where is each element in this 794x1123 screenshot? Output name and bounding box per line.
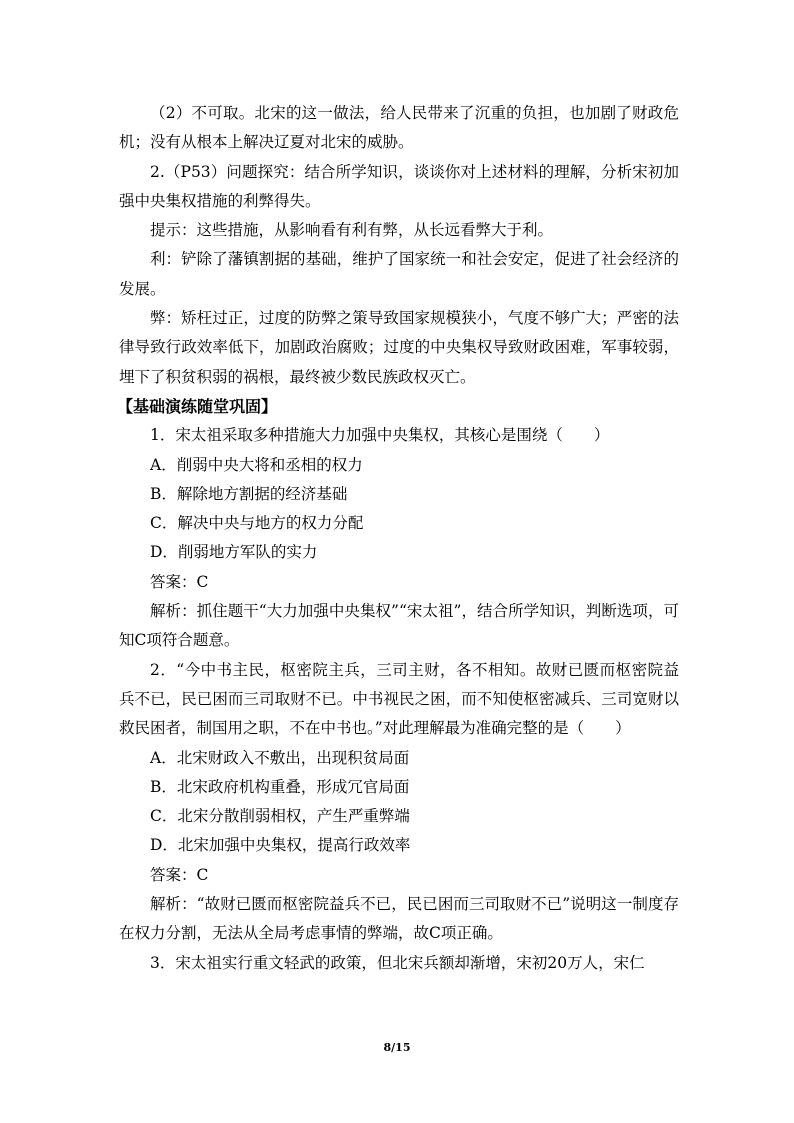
question-1-stem: 1．宋太祖采取多种措施大力加强中央集权，其核心是围绕（ ） — [150, 426, 610, 445]
question-2-answer: 答案：C — [150, 865, 209, 884]
question-1-option-a: A．削弱中央大将和丞相的权力 — [150, 455, 363, 474]
question-2-stem: 2．“今中书主民，枢密院主兵，三司主财，各不相知。故财已匮而枢密院益兵不已，民已困而三司取财不已。中书视民之困，而不知使枢密减兵、三司宽财以救民困者，制国用之职，不在中书也。”对此理解最为准确完整的是（ ） — [119, 660, 679, 738]
paragraph-disadvantages: 弊：矫枉过正，过度的防弊之策导致国家规模狭小，气度不够广大；严密的法律导致行政效率低下，加剧政治腐败；过度的中央集权导致财政困难，军事较弱，埋下了积贫积弱的祸根，最终被少数民族政权灭亡。 — [119, 309, 679, 386]
paragraph-hint: 提示：这些措施，从影响看有利有弊，从长远看弊大于利。 — [150, 221, 554, 240]
paragraph-advantages: 利：铲除了藩镇割据的基础，维护了国家统一和社会安定，促进了社会经济的发展。 — [119, 250, 679, 298]
question-2-option-d: D．北宋加强中央集权，提高行政效率 — [150, 836, 411, 855]
paragraph-answer-2: （2）不可取。北宋的这一做法，给人民带来了沉重的负担，也加剧了财政危机；没有从根本上解决辽夏对北宋的威胁。 — [119, 104, 679, 152]
question-1-analysis: 解析：抓住题干“大力加强中央集权”“宋太祖”，结合所学知识，判断选项，可知C项符合题意。 — [119, 602, 679, 650]
question-1-option-b: B．解除地方割据的经济基础 — [150, 484, 348, 503]
question-1-option-d: D．削弱地方军队的实力 — [150, 543, 318, 562]
question-3-stem: 3．宋太祖实行重文轻武的政策，但北宋兵额却渐增，宋初20万人，宋仁 — [150, 953, 645, 972]
question-2-option-b: B．北宋政府机构重叠，形成冗官局面 — [150, 777, 410, 796]
paragraph-inquiry-question: 2.（P53）问题探究：结合所学知识，谈谈你对上述材料的理解，分析宋初加强中央集权措施的利弊得失。 — [119, 162, 679, 210]
question-1-answer: 答案：C — [150, 572, 209, 591]
question-2-analysis: 解析：“故财已匮而枢密院益兵不已，民已困而三司取财不已”说明这一制度存在权力分割，无法从全局考虑事情的弊端，故C项正确。 — [119, 895, 679, 943]
question-2-option-c: C．北宋分散削弱相权，产生严重弊端 — [150, 807, 410, 826]
body-text — [119, 99, 679, 978]
section-heading: 【基础演练随堂巩固】 — [117, 396, 278, 416]
page-number: 8/15 — [383, 1041, 411, 1054]
question-2-option-a: A．北宋财政入不敷出，出现积贫局面 — [150, 748, 410, 767]
question-1-option-c: C．解决中央与地方的权力分配 — [150, 514, 364, 533]
